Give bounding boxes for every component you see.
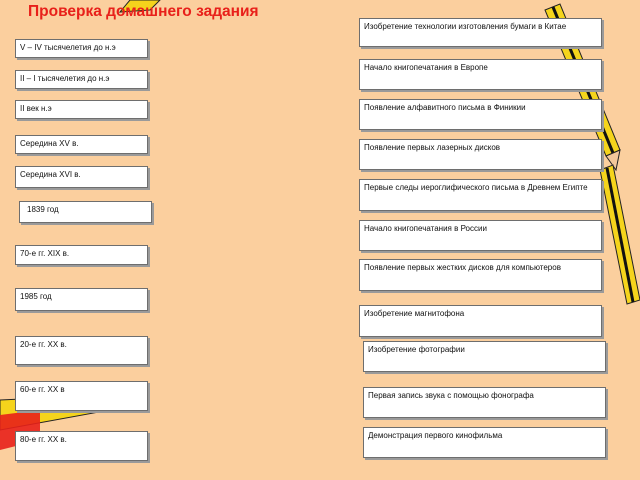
pencil-right-lower-icon bbox=[600, 165, 640, 304]
date-box[interactable]: Середина XVI в. bbox=[15, 166, 148, 188]
date-box[interactable]: V – IV тысячелетия до н.э bbox=[15, 39, 148, 58]
event-box[interactable]: Изобретение технологии изготовления бумаги в Китае bbox=[359, 18, 602, 47]
date-box[interactable]: 1839 год bbox=[19, 201, 152, 223]
date-box[interactable]: 80-е гг. XX в. bbox=[15, 431, 148, 461]
event-box[interactable]: Первая запись звука с помощью фонографа bbox=[363, 387, 606, 418]
date-box[interactable]: II век н.э bbox=[15, 100, 148, 119]
date-box[interactable]: Середина XV в. bbox=[15, 135, 148, 154]
date-box[interactable]: II – I тысячелетия до н.э bbox=[15, 70, 148, 89]
event-box[interactable]: Начало книгопечатания в России bbox=[359, 220, 602, 251]
slide-title: Проверка домашнего задания bbox=[28, 3, 259, 20]
event-box[interactable]: Появление первых жестких дисков для компьютеров bbox=[359, 259, 602, 291]
event-box[interactable]: Демонстрация первого кинофильма bbox=[363, 427, 606, 458]
event-box[interactable]: Изобретение магнитофона bbox=[359, 305, 602, 337]
event-box[interactable]: Изобретение фотографии bbox=[363, 341, 606, 372]
event-box[interactable]: Первые следы иероглифического письма в Древнем Египте bbox=[359, 179, 602, 211]
event-box[interactable]: Появление первых лазерных дисков bbox=[359, 139, 602, 170]
date-box[interactable]: 70-е гг. XIX в. bbox=[15, 245, 148, 265]
event-box[interactable]: Начало книгопечатания в Европе bbox=[359, 59, 602, 90]
event-box[interactable]: Появление алфавитного письма в Финикии bbox=[359, 99, 602, 130]
date-box[interactable]: 1985 год bbox=[15, 288, 148, 311]
date-box[interactable]: 20-е гг. XX в. bbox=[15, 336, 148, 365]
date-box[interactable]: 60-е гг. XX в bbox=[15, 381, 148, 411]
